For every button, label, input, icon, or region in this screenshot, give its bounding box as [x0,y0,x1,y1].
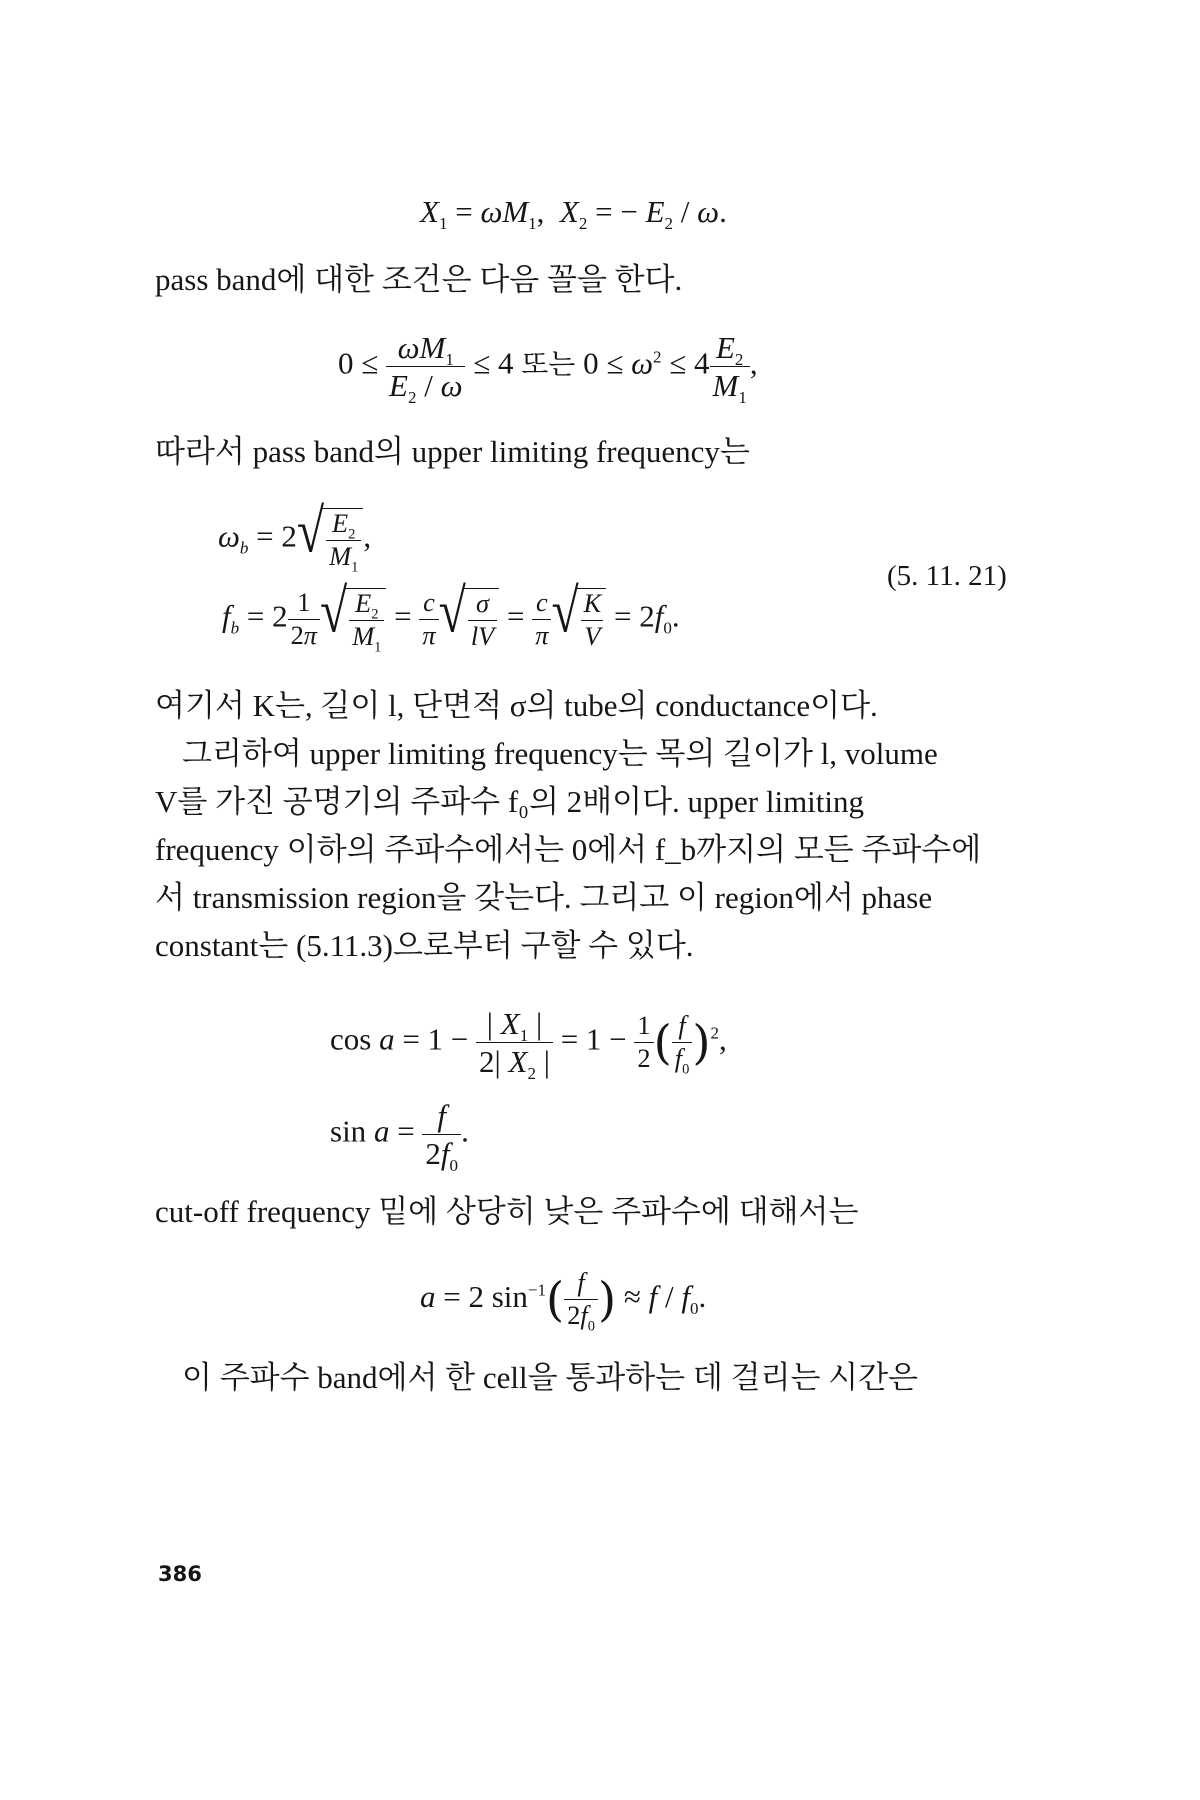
paragraph-line: V를 가진 공명기의 주파수 f₀의 2배이다. upper limiting [155,784,865,819]
paragraph-line: frequency 이하의 주파수에서는 0에서 f_b까지의 모든 주파수에 [155,832,982,867]
equation-number: (5. 11. 21) [887,560,1007,592]
equation-reactances: $X_1 = \omega M_1$, $X_2$ = − $E_2$ / ω. [420,194,727,234]
paragraph-line: 따라서 pass band의 upper limiting frequency는 [155,434,750,469]
equation-f-b: $f_b = 2$ $\frac{1}{2\pi}$ √ $\frac{E_2}{M_1}$ = $\frac{c}{\pi}$ √ $\frac{\sigma}{lV}$ = $\frac{c}{\pi}$ √ $\frac{K}{V}$ = $2f_0$. [222,576,680,656]
equation-omega-b: $\omega_b = 2$ √ $\frac{E_2}{M_1}$ , [218,496,372,576]
paragraph-line: 이 주파수 band에서 한 cell을 통과하는 데 걸리는 시간은 [182,1360,918,1395]
equation-sin-a: sin a = $\frac{f}{2f_0}$ . [330,1098,469,1176]
paragraph-line: cut-off frequency 밑에 상당히 낮은 주파수에 대해서는 [155,1194,859,1229]
paragraph-line: 여기서 K는, 길이 l, 단면적 σ의 tube의 conductance이다. [155,688,878,723]
equation-a-approx: a = 2 $\sin^{-1}$( $\frac{f}{2f_0}$ ) ≈ f / $f_0$. [420,1268,707,1335]
page-number: 386 [158,1562,202,1586]
equation-cos-a: cos a = 1 − $\frac{| X_1 |}{2| X_2 |}$ = 1 − $\frac{1}{2}$ ( $\frac{f}{f_0}$ )$^2$, [330,1006,727,1084]
paragraph-line: constant는 (5.11.3)으로부터 구할 수 있다. [155,928,694,963]
or-word: 또는 [521,347,576,381]
paragraph-line: pass band에 대한 조건은 다음 꼴을 한다. [155,262,683,297]
paragraph-line: 그리하여 upper limiting frequency는 목의 길이가 l, volume [182,736,938,771]
paragraph-line: 서 transmission region을 갖는다. 그리고 이 region에서 phase [155,880,933,915]
equation-passband-condition: 0 ≤ $\frac{\omega M_1}{E_2 / \omega}$ ≤ 4 또는 $0 \le \omega^2 \le 4$ $\frac{E_2}{M_1}$ , [338,330,758,408]
